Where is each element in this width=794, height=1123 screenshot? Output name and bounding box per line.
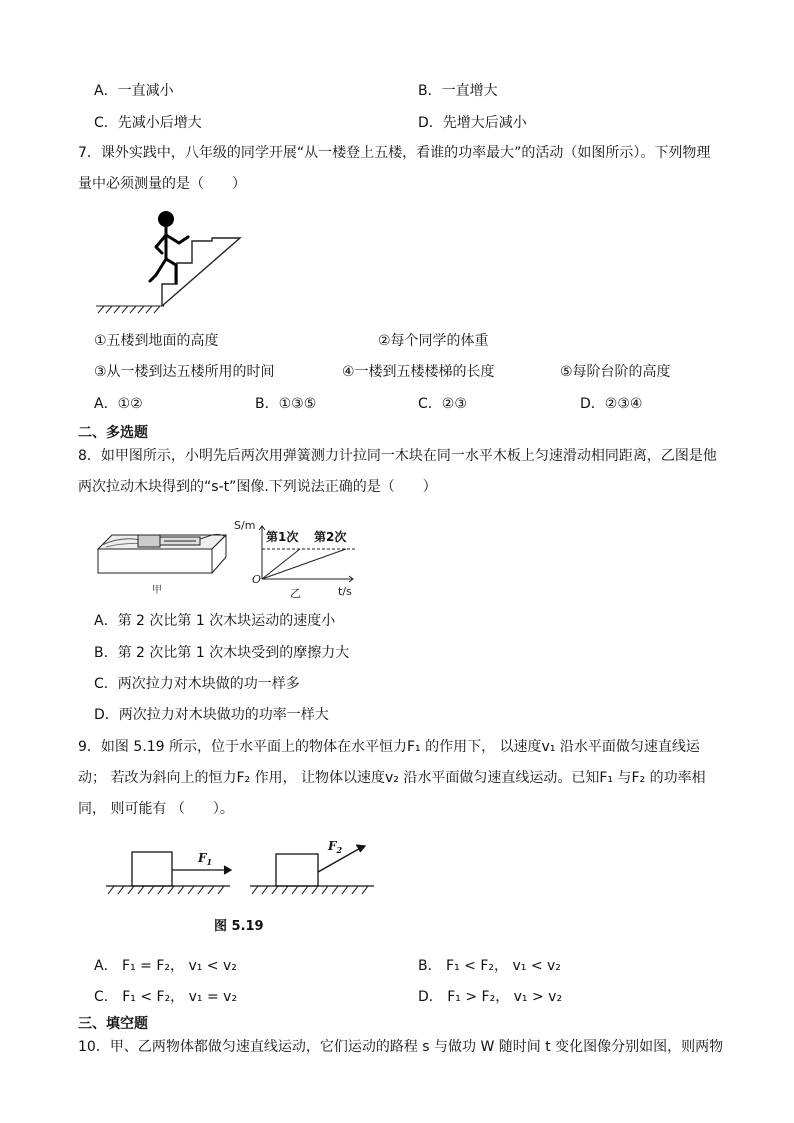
- q8-option-c: C．两次拉力对木块做的功一样多: [94, 676, 300, 692]
- q9-option-d: D． F₁ > F₂， v₁ > v₂: [418, 989, 563, 1005]
- q7-item-1: ①五楼到地面的高度: [94, 333, 219, 349]
- q6-option-a: A．一直减小: [94, 83, 174, 99]
- q7-option-b: B．①③⑤: [255, 396, 317, 412]
- q7-stem-line1: 7．课外实践中，八年级的同学开展“从一楼登上五楼，看谁的功率最大”的活动（如图所示）。下列物理: [78, 145, 711, 161]
- q8-stem-line2: 两次拉动木块得到的“s-t”图像.下列说法正确的是（ ）: [78, 479, 437, 495]
- q7-option-c: C．②③: [418, 396, 467, 412]
- fig-caption-yi: 乙: [290, 587, 301, 600]
- q9-stem-line1: 9．如图 5.19 所示，位于水平面上的物体在水平恒力F₁ 的作用下， 以速度v₁ 沿水平面做匀速直线运: [78, 739, 700, 755]
- graph-y-label: S/m: [234, 519, 256, 532]
- q7-stem-line2: 量中必须测量的是（ ）: [78, 176, 246, 192]
- q9-option-b: B． F₁ < F₂， v₁ < v₂: [418, 958, 561, 974]
- q10-stem-line1: 10．甲、乙两物体都做匀速直线运动，它们运动的路程 s 与做功 W 随时间 t 变化图像分别如图，则两物: [78, 1039, 724, 1055]
- legend-second: 第2次: [314, 530, 347, 544]
- q7-item-4: ④一楼到五楼楼梯的长度: [342, 364, 495, 380]
- figure-caption-5-19: 图 5.19: [214, 919, 264, 934]
- q7-item-5: ⑤每阶台阶的高度: [560, 364, 671, 380]
- graph-origin: O: [252, 573, 262, 586]
- q6-option-c: C．先减小后增大: [94, 115, 202, 131]
- section-heading-multiple-choice: 二、多选题: [78, 425, 148, 441]
- stair-climber-figure: [94, 205, 254, 317]
- graph-x-label: t/s: [338, 585, 352, 598]
- section-heading-fill-in: 三、填空题: [78, 1016, 148, 1032]
- legend-first: 第1次: [266, 530, 299, 544]
- q8-option-b: B．第 2 次比第 1 次木块受到的摩擦力大: [94, 645, 350, 661]
- force-figure-5-19: [104, 838, 384, 938]
- q7-item-3: ③从一楼到达五楼所用的时间: [94, 364, 275, 380]
- force-label-f1: $F_1$: [198, 851, 213, 867]
- table-block-apparatus: [98, 534, 226, 573]
- q6-option-d: D．先增大后减小: [418, 115, 527, 131]
- q9-stem-line2: 动； 若改为斜向上的恒力F₂ 作用， 让物体以速度v₂ 沿水平面做匀速直线运动。已知F₁ 与F₂ 的功率相: [78, 770, 706, 786]
- q9-option-c: C． F₁ < F₂， v₁ = v₂: [94, 989, 238, 1005]
- q8-figure: [94, 505, 364, 601]
- q9-option-a: A． F₁ = F₂， v₁ < v₂: [94, 958, 237, 974]
- force-label-f2: $F_2$: [328, 839, 343, 855]
- q8-stem-line1: 8．如甲图所示，小明先后两次用弹簧测力计拉同一木块在同一水平木板上匀速滑动相同距离，乙图是他: [78, 448, 717, 464]
- q6-option-b: B．一直增大: [418, 83, 498, 99]
- fig-caption-jia: 甲: [152, 585, 162, 596]
- q8-option-d: D．两次拉力对木块做功的功率一样大: [94, 707, 329, 723]
- q7-option-d: D．②③④: [580, 396, 643, 412]
- q9-stem-line3: 同， 则可能有 （ ）。: [78, 801, 234, 817]
- q7-option-a: A．①②: [94, 396, 143, 412]
- q7-item-2: ②每个同学的体重: [378, 333, 489, 349]
- q8-option-a: A．第 2 次比第 1 次木块运动的速度小: [94, 613, 336, 629]
